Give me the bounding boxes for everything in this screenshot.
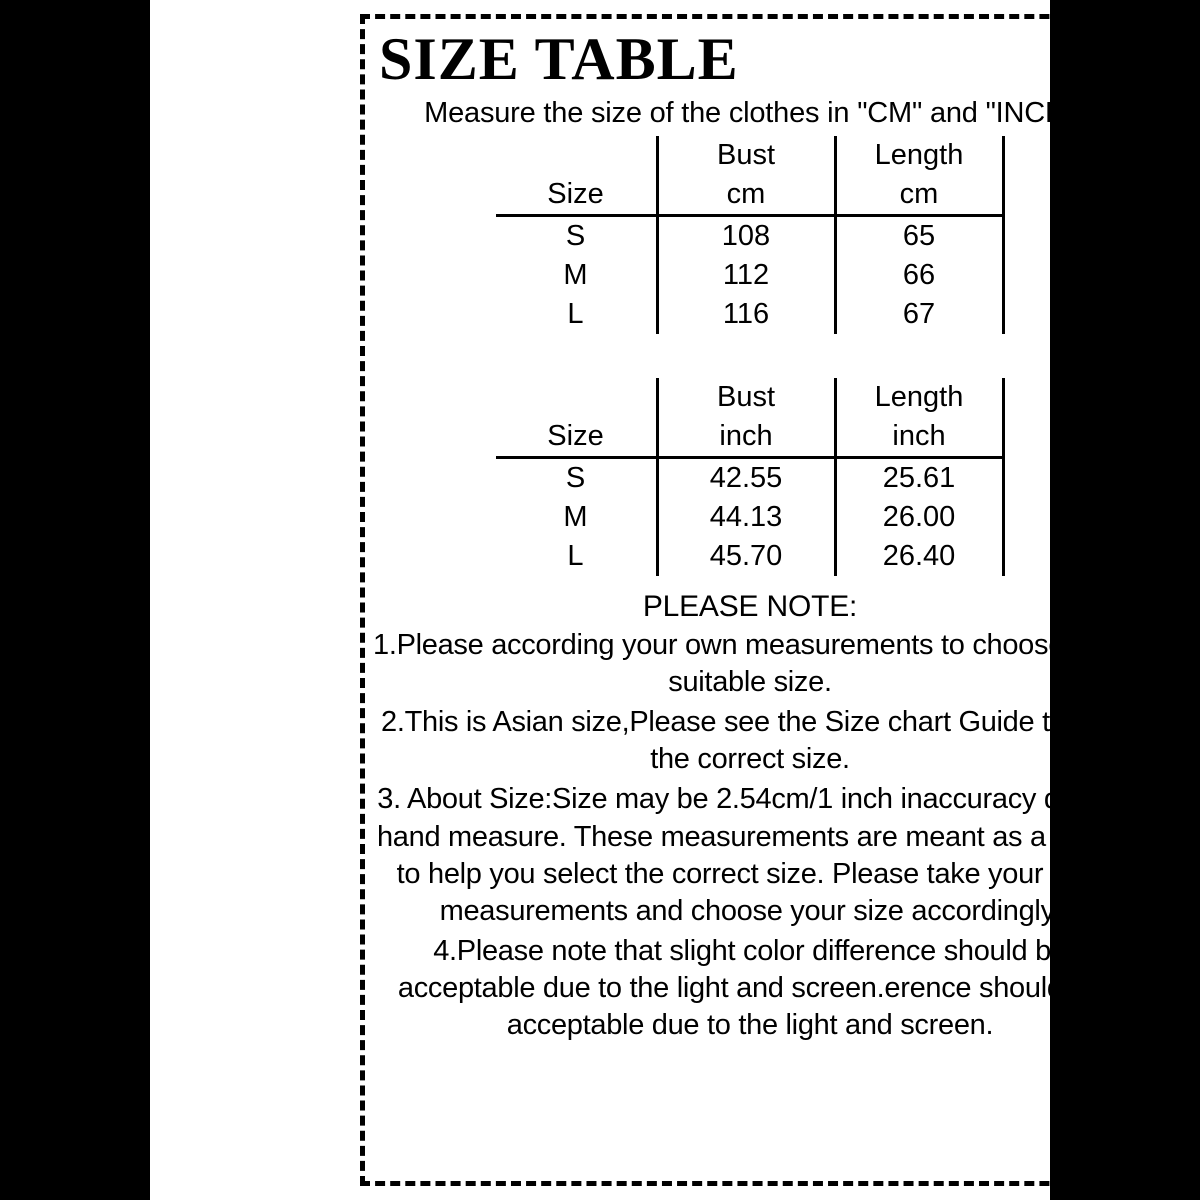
header-length-unit: cm (835, 175, 1003, 216)
cell-size: L (567, 540, 584, 572)
measurement-subtitle: Measure the size of the clothes in "CM" and "INCH" (424, 97, 1076, 129)
note-item-1: 1.Please according your own measurements to choose your suitable size. (372, 629, 1128, 699)
cell-length: 25.61 (835, 458, 1003, 499)
cell-length: 26.00 (835, 498, 1003, 537)
group-header-bust: Bust (657, 136, 835, 175)
cell-length: 26.40 (835, 537, 1003, 576)
page-title: SIZE TABLE (379, 26, 739, 92)
table-row (496, 498, 1004, 537)
header-bust-unit: cm (657, 175, 835, 216)
cell-size: S (565, 462, 586, 494)
cell-size: M (563, 259, 588, 291)
cell-bust: 116 (657, 295, 835, 334)
cell-size: M (563, 501, 588, 533)
header-length-unit: inch (835, 417, 1003, 458)
header-size: Size (496, 175, 658, 216)
group-header-length: Length (835, 136, 1003, 175)
please-note-heading: PLEASE NOTE: (642, 590, 858, 623)
cell-length: 65 (835, 216, 1003, 257)
cell-size: L (567, 298, 584, 330)
cell-bust: 112 (657, 256, 835, 295)
header-size: Size (496, 417, 658, 458)
table-row (496, 216, 1004, 257)
note-item-4: 4.Please note that slight color difference should be acceptable due to the light and screen.erence should be acceptable due to the light and screen. (397, 934, 1103, 1042)
cm-table-wrapper (365, 136, 1135, 334)
inch-table-wrapper (365, 378, 1135, 576)
table-row (496, 256, 1004, 295)
table-group-header-row (496, 136, 1004, 175)
cell-bust: 42.55 (657, 458, 835, 499)
inch-size-table (496, 378, 1005, 576)
cell-length: 66 (835, 256, 1003, 295)
note-item-2: 2.This is Asian size,Please see the Size chart Guide to find the correct size. (380, 706, 1119, 776)
empty-corner-cell (496, 378, 658, 417)
header-bust-unit: inch (657, 417, 835, 458)
size-table-content (365, 20, 1135, 1180)
page-background (150, 0, 1128, 1200)
table-group-header-row (496, 378, 1004, 417)
cell-bust: 45.70 (657, 537, 835, 576)
table-row (496, 458, 1004, 499)
group-header-length: Length (835, 378, 1003, 417)
cell-length: 67 (835, 295, 1003, 334)
group-header-bust: Bust (657, 378, 835, 417)
cell-size: S (565, 220, 586, 252)
table-unit-header-row (496, 417, 1004, 458)
table-unit-header-row (496, 175, 1004, 216)
cell-bust: 108 (657, 216, 835, 257)
table-row (496, 537, 1004, 576)
note-item-3: 3. About Size:Size may be 2.54cm/1 inch inaccuracy due to hand measure. These measurements are meant as a guide to help you select the correct size. Please take your own measurements and choose your size accordingly. (376, 783, 1124, 927)
cell-bust: 44.13 (657, 498, 835, 537)
cm-size-table (496, 136, 1005, 334)
table-row (496, 295, 1004, 334)
empty-corner-cell (496, 136, 658, 175)
